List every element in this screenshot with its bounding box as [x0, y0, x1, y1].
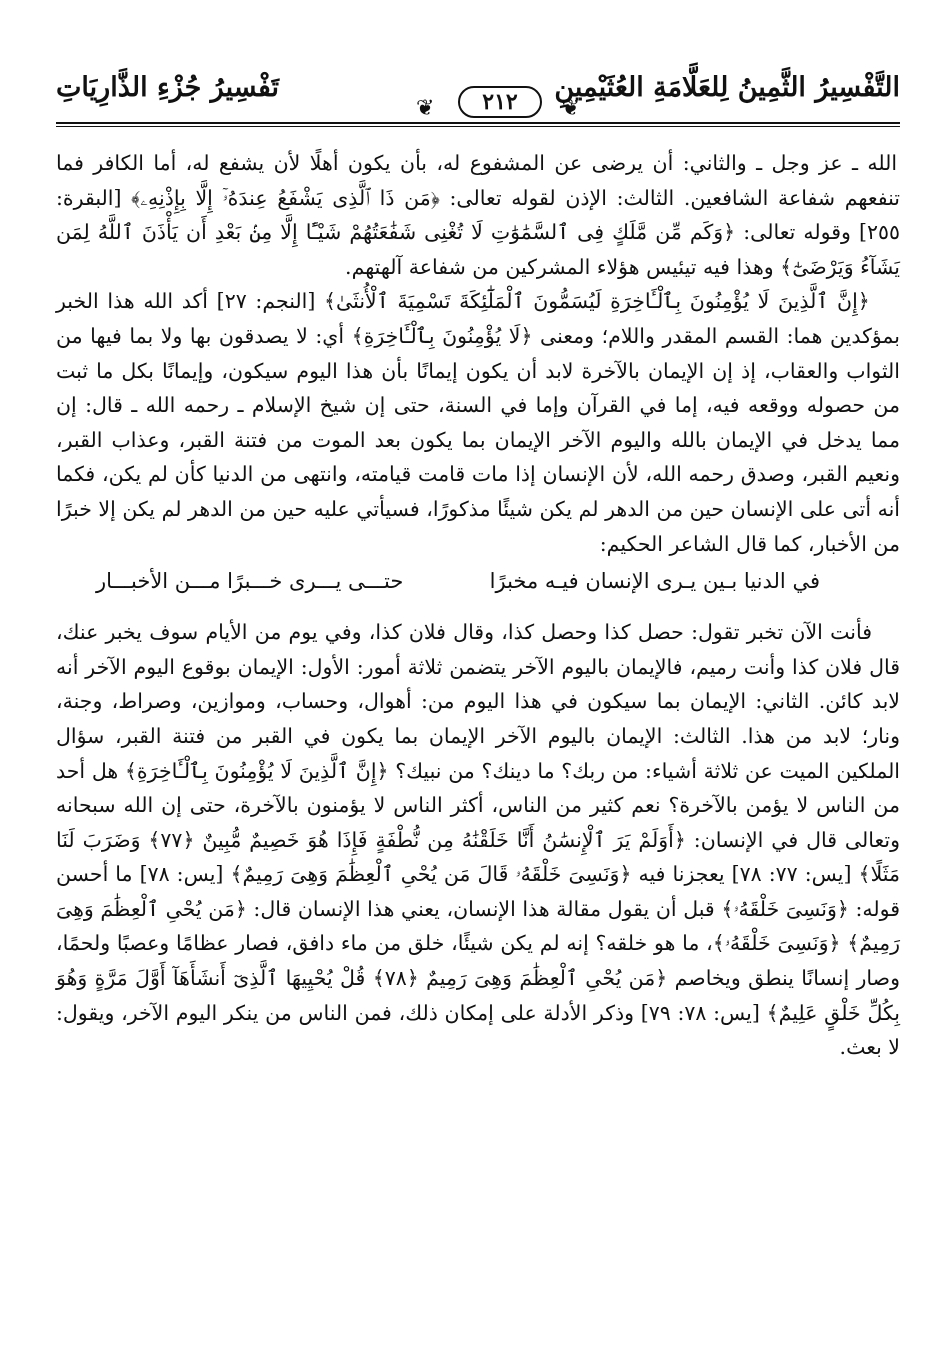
paragraph-1 — [56, 146, 900, 284]
text-line: نُّطْفَةٍ فَإِذَا هُوَ خَصِيمٌ مُّبِينٌ ﴿٧٧﴾ وَضَرَبَ لَنَا مَثَلًا﴾ [يس: ٧٧: ٧٨] يعجزنا فيه ﴿وَنَسِىَ خَلْقَهُۥ قَالَ — [56, 827, 900, 887]
header-divider-thin — [56, 126, 900, 127]
page-body — [56, 146, 900, 1065]
text-line: الله ـ عز وجل ـ والثاني: أن يرضى عن المشفوع له، بأن يكون أهلًا لأن يشفع له، أما الكافر فما — [56, 151, 898, 175]
text-line: الإنسان، يعني هذا الإنسان قال: ﴿مَن يُحْىِ ٱلْعِظَٰمَ وَهِىَ رَمِيمٌ﴾ ﴿وَنَسِىَ خَلْقَهُۥ﴾، ما هو خلقه؟ — [56, 896, 900, 956]
text-line: تنفعهم شفاعة الشافعين. الثالث: الإذن لقوله تعالى: ﴿مَن ذَا ٱلَّذِى يَشْفَعُ عِندَهُۥٓ إِلَّا بِإِذْنِهِۦ﴾ — [121, 185, 900, 210]
text-line: مَن يُحْىِ ٱلْعِظَٰمَ وَهِىَ رَمِيمٌ﴾ [يس: ٧٨] ما أحسن قوله: ﴿وَنَسِىَ خَلْقَهُۥ﴾ قبل أن يقول مقالة هذا — [56, 862, 900, 921]
text-line: بمؤكدين هما: القسم المقدر واللام؛ ومعنى ﴿لَا يُؤْمِنُونَ بِٱلْـَٔاخِرَةِ﴾ أي: لا يصدقون بها ولا بما فيها — [82, 323, 900, 348]
poem-verse — [56, 565, 900, 609]
text-line: يخبر عنك، قال فلان كذا وأنت رميم، فالإيمان باليوم الآخر يتضمن ثلاثة أمور: الأول: الإيمان — [56, 620, 901, 679]
text-line: ﴿مَن يُحْىِ ٱلْعِظَٰمَ وَهِىَ رَمِيمٌ ﴿٧٨﴾ قُلْ يُحْيِيهَا ٱلَّذِىٓ أَنشَأَهَآ أَوَّلَ مَرَّةٍ وَهُوَ بِكُلِّ خَلْقٍ عَلِيمٌ﴾ [يس: — [56, 966, 901, 1025]
text-line: حين من الدهر لم يكن إلا خبرًا من الأخبار، كما قال الشاعر الحكيم: — [56, 496, 900, 556]
text-line: الدنيا كأن لم يكن، فكما أنه أتى على الإنسان حين من الدهر لم يكن شيئًا مذكورًا، فسيأتي عليه — [56, 462, 900, 521]
text-line: [البقرة: ٢٥٥] وقوله تعالى: ﴿وَكَم مِّن مَّلَكٍ فِى ٱلسَّمَٰوَٰتِ لَا تُغْنِى شَفَٰعَتُهُمْ شَيْـًٔا إِلَّا مِنۢ بَعْدِ أَن يَأْذَنَ — [56, 185, 900, 245]
poem-hemistich-2: حتـــى يـــرى خـــبرًا مـــن الأخبـــار — [96, 569, 404, 594]
book-title: التَّفْسِيرُ الثَّمِينُ لِلعَلَّامَةِ العُثَيْمِينِ — [554, 72, 900, 103]
header-divider — [56, 122, 900, 124]
page-number: ٢١٢ — [458, 86, 542, 118]
running-header — [56, 58, 900, 124]
ornament-icon: ❦ — [561, 96, 580, 121]
text-line: من الثواب والعقاب، إذ إن الإيمان بالآخرة لابد أن يكون إيمانًا بأن هذا اليوم سيكون، وإيمانًا — [56, 323, 900, 383]
text-line: الله ـ قال: إن مما يدخل في الإيمان بالله واليوم الآخر الإيمان بما يكون بعد الموت من فتنة القبر، — [56, 393, 900, 452]
text-line: بوقوع اليوم الآخر أنه لابد كائن. الثاني: الإيمان بما سيكون في هذا اليوم من: أهوال، وحساب، — [56, 654, 900, 714]
poem-hemistich-1: في الدنيا بـين يـرى الإنسان فيـه مخبرًا — [489, 569, 820, 594]
paragraph-3 — [56, 615, 900, 1065]
text-line: القبر من فتنة القبر، سؤال الملكين الميت عن ثلاثة أشياء: من ربك؟ ما دينك؟ من نبيك؟ ﴿إِنَّ — [56, 723, 901, 783]
text-line: ٧٨: ٧٩] وذكر الأدلة على إمكان ذلك، فمن الناس من ينكر اليوم الآخر، ويقول: لا بعث. — [56, 1000, 900, 1060]
ornament-icon: ❦ — [416, 96, 435, 121]
text-line: بكل ما ثبت من حصوله ووقعه فيه، إما في القرآن وإما في السنة، حتى إن شيخ الإسلام ـ رحمه — [56, 358, 900, 418]
text-line: وموازين، وصراط، وجنة، ونار؛ لابد من هذا. الثالث: الإيمان باليوم الآخر الإيمان بما يكون في — [56, 689, 900, 748]
text-line: ﴿إِنَّ ٱلَّذِينَ لَا يُؤْمِنُونَ بِٱلْـَٔاخِرَةِ لَيُسَمُّونَ ٱلْمَلَٰٓئِكَةَ تَسْمِيَةَ ٱلْأُنثَىٰ﴾ [النجم: ٢٧] أكد الله هذا الخبر — [56, 289, 870, 314]
text-line: يؤمنون بالآخرة، حتى إن الله سبحانه وتعالى قال في الإنسان: ﴿أَوَلَمْ يَرَ ٱلْإِنسَٰنُ أَنَّا خَلَقْنَٰهُ مِن — [56, 793, 900, 852]
text-line: ٱلَّذِينَ لَا يُؤْمِنُونَ بِٱلْـَٔاخِرَةِ﴾ هل أحد من الناس لا يؤمن بالآخرة؟ نعم كثير من الناس، أكثر الناس لا — [56, 758, 900, 818]
page-number-frame — [398, 76, 598, 126]
section-title: تَفْسِيرُ جُزْءِ الذَّارِيَاتِ — [56, 72, 279, 103]
paragraph-2 — [56, 284, 900, 561]
text-line: وعذاب القبر، ونعيم القبر، وصدق رحمه الله، لأن الإنسان إذا مات قامت قيامته، وانتهى من — [56, 427, 900, 487]
text-line: فأنت الآن تخبر تقول: حصل كذا وحصل كذا، وقال فلان كذا، وفي يوم من الأيام سوف — [141, 620, 872, 645]
page — [56, 58, 900, 1308]
text-line: إنه لم يكن شيئًا، خلق من ماء دافق، فصار عظامًا وعصبًا ولحمًا، وصار إنسانًا ينطق ويخاصم — [56, 931, 900, 991]
text-line: ٱللَّهُ لِمَن يَشَآءُ وَيَرْضَىٰٓ﴾ وهذا فيه تيئيس هؤلاء المشركين من شفاعة آلهتهم. — [56, 220, 900, 279]
